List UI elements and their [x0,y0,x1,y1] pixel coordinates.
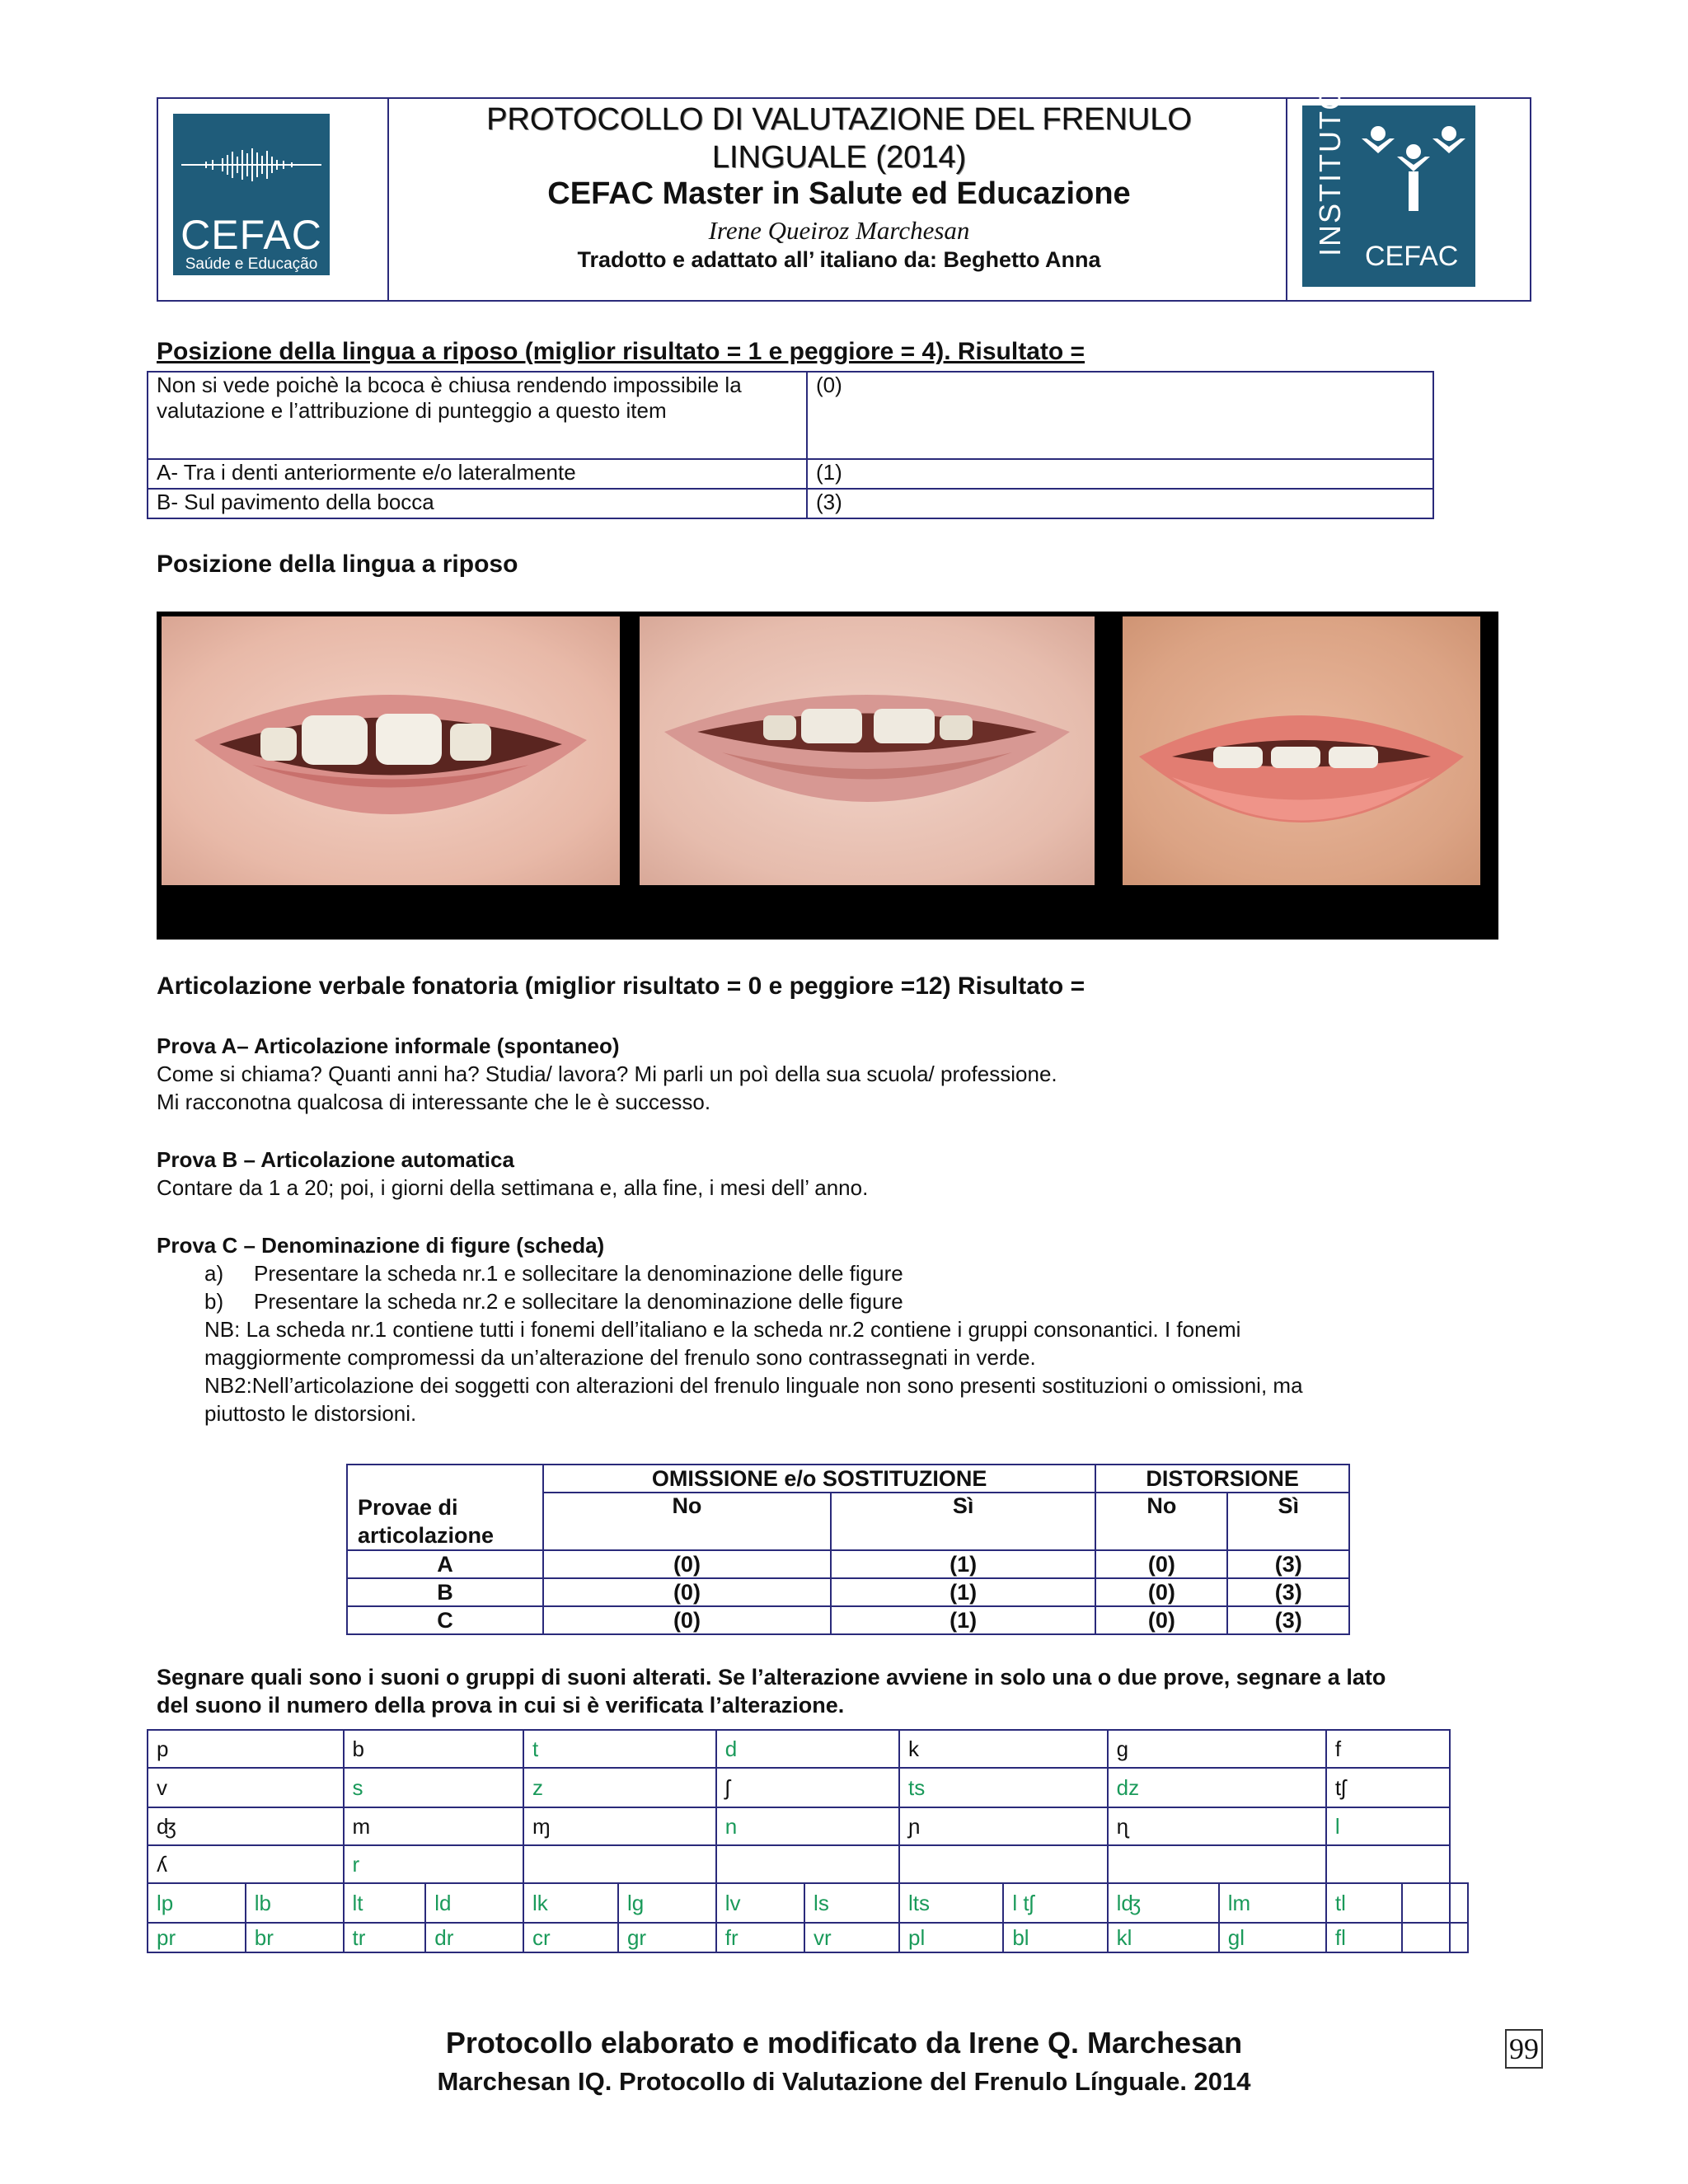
nb2-line2: piuttosto le distorsioni. [204,1401,417,1426]
header-logo-cell-left [158,99,389,300]
sound-cell [716,1845,899,1883]
nb1-line2: maggiormente compromessi da un’alterazione del frenulo sono contrassegnati in verde. [204,1345,1036,1370]
header-logo-cell-right [1286,85,1530,300]
instituto-cefac-logo [1302,85,1475,287]
cluster-cell: kl [1108,1923,1219,1952]
cluster-cell: bl [1003,1923,1107,1952]
sound-cell [1108,1845,1326,1883]
cluster-cell: gr [618,1923,716,1952]
prova-a-line2: Mi racconotna qualcosa di interessante che le è successo. [157,1090,711,1114]
table-row [148,1768,1468,1807]
sound-cell: ɲ [899,1807,1108,1845]
table-row [347,1578,1349,1606]
table-row [148,1730,1468,1768]
artic-row-header: Provae di articolazione [347,1465,543,1550]
cluster-cell: tr [344,1923,426,1952]
sound-cell: b [344,1730,523,1768]
sound-cell: m [344,1807,523,1845]
cluster-cell: cr [523,1923,618,1952]
artic-row-label: B [347,1578,543,1606]
artic-cell: (0) [1095,1578,1227,1606]
instituto-logo-brand: CEFAC [1365,241,1459,272]
cluster-cell: dr [425,1923,523,1952]
cluster-cell: lts [899,1883,1003,1923]
artic-cell: (3) [1227,1606,1349,1634]
artic-cell: (0) [543,1606,831,1634]
cluster-cell: pr [148,1923,246,1952]
artic-sub-si: Sì [1227,1493,1349,1550]
page-number: 99 [1505,2029,1543,2069]
rest-row-label: Non si vede poichè la bcoca è chiusa rendendo impossibile la valutazione e l’attribuzione di punteggio a questo item [148,372,807,459]
document-title [389,101,1289,176]
prova-b-line1: Contare da 1 a 20; poi, i giorni della settimana e, alla fine, i mesi dell’ anno. [157,1175,869,1200]
sound-cell: ʤ [148,1807,344,1845]
nb1-line1: NB: La scheda nr.1 contiene tutti i fonemi dell’italiano e la scheda nr.2 contiene i gruppi consonantici. I fonemi [204,1317,1241,1342]
sound-cell: ɳ [1108,1807,1326,1845]
sounds-instruction-line1: Segnare quali sono i suoni o gruppi di suoni alterati. Se l’alterazione avviene in solo una o due prove, segnare a lato [157,1665,1386,1690]
document-title-line1: PROTOCOLLO DI VALUTAZIONE DEL FRENULO [486,102,1192,137]
cefac-logo-sub: Saúde e Educação [185,255,318,273]
footer-line2: Marchesan IQ. Protocollo di Valutazione del Frenulo Línguale. 2014 [437,2067,1251,2096]
cluster-cell: lp [148,1883,246,1923]
artic-row-label: A [347,1550,543,1578]
cluster-cell: lv [716,1883,804,1923]
mouth-photo-3 [1123,616,1480,885]
table-row [347,1465,1349,1493]
mouth-photo-1 [162,616,620,885]
cluster-cell: ld [425,1883,523,1923]
cluster-cell [1450,1883,1468,1923]
cluster-cell: lg [618,1883,716,1923]
prova-c-item-marker: a) [204,1261,224,1286]
cluster-cell: fl [1326,1923,1402,1952]
document-subtitle: CEFAC Master in Salute ed Educazione [547,176,1131,211]
people-icon [1360,124,1467,231]
sound-cell: dz [1108,1768,1326,1807]
cluster-cell: l tʃ [1003,1883,1107,1923]
sound-cell: g [1108,1730,1326,1768]
table-row [148,1923,1468,1952]
sound-cell: n [716,1807,899,1845]
sound-cell: ts [899,1768,1108,1807]
artic-cell: (0) [1095,1606,1227,1634]
sound-wave-icon [181,148,321,181]
cluster-cell: gl [1219,1923,1326,1952]
artic-group-omission: OMISSIONE e/o SOSTITUZIONE [543,1465,1095,1493]
artic-cell: (3) [1227,1578,1349,1606]
cluster-cell [1402,1883,1450,1923]
table-row [148,459,1433,489]
mouth-photos-strip [157,612,1498,940]
cluster-cell: lʤ [1108,1883,1219,1923]
rest-row-score: (3) [807,489,1433,518]
nb2-line1: NB2:Nell’articolazione dei soggetti con alterazioni del frenulo linguale non sono presenti sostituzioni o omissioni, ma [204,1373,1303,1398]
artic-cell: (1) [831,1578,1095,1606]
sound-cell: s [344,1768,523,1807]
sound-cell: f [1326,1730,1450,1768]
artic-sub-si: Sì [831,1493,1095,1550]
cluster-cell: lb [246,1883,344,1923]
table-row [347,1606,1349,1634]
artic-sub-no: No [1095,1493,1227,1550]
artic-cell: (1) [831,1550,1095,1578]
table-row [148,1807,1468,1845]
artic-group-distortion: DISTORSIONE [1095,1465,1349,1493]
cluster-cell: tl [1326,1883,1402,1923]
sound-cell: v [148,1768,344,1807]
artic-sub-no: No [543,1493,831,1550]
instituto-logo-vertical-text: INSTITUTO [1313,85,1347,256]
artic-cell: (1) [831,1606,1095,1634]
table-row [148,1845,1468,1883]
prova-a-title: Prova A– Articolazione informale (spontaneo) [157,1033,620,1058]
sound-cell: p [148,1730,344,1768]
rest-row-score: (1) [807,459,1433,489]
sound-cell [899,1845,1108,1883]
sound-cell: ʃ [716,1768,899,1807]
footer-line1: Protocollo elaborato e modificato da Irene Q. Marchesan [445,2026,1243,2060]
sound-cell: k [899,1730,1108,1768]
prova-a-line1: Come si chiama? Quanti anni ha? Studia/ lavora? Mi parli un poì della sua scuola/ professione. [157,1062,1057,1086]
table-row [148,1883,1468,1923]
rest-position-table [147,371,1434,519]
sound-cell: z [523,1768,716,1807]
artic-cell: (0) [543,1550,831,1578]
cluster-cell: vr [804,1923,899,1952]
cefac-logo [173,114,330,275]
prova-b-title: Prova B – Articolazione automatica [157,1147,514,1172]
cluster-cell: ls [804,1883,899,1923]
artic-section-title: Articolazione verbale fonatoria (miglior risultato = 0 e peggiore =12) Risultato = [157,972,1085,1000]
sound-cell: l [1326,1807,1450,1845]
prova-c-item-text: Presentare la scheda nr.2 e sollecitare la denominazione delle figure [254,1289,903,1314]
sound-cell [523,1845,716,1883]
table-row [347,1550,1349,1578]
sound-cell [1326,1845,1450,1883]
prova-c-item-text: Presentare la scheda nr.1 e sollecitare la denominazione delle figure [254,1261,903,1286]
cluster-cell: lm [1219,1883,1326,1923]
rest-row-score: (0) [807,372,1433,459]
sound-cell-empty [1450,1807,1468,1845]
sound-cell: ɱ [523,1807,716,1845]
rest-section-title: Posizione della lingua a riposo (miglior risultato = 1 e peggiore = 4). Risultato = [157,338,1085,365]
document-title-line2: LINGUALE (2014) [711,140,967,175]
sounds-table [147,1729,1469,1953]
sound-cell: t [523,1730,716,1768]
cluster-cell: fr [716,1923,804,1952]
artic-cell: (0) [1095,1550,1227,1578]
prova-c-item-marker: b) [204,1289,224,1314]
sound-cell: tʃ [1326,1768,1450,1807]
cluster-cell [1402,1923,1450,1952]
cluster-cell [1450,1923,1468,1952]
document-author: Irene Queiroz Marchesan [708,216,970,245]
cluster-cell: pl [899,1923,1003,1952]
artic-cell: (0) [543,1578,831,1606]
table-row [148,489,1433,518]
cluster-cell: lk [523,1883,618,1923]
sound-cell-empty [1450,1730,1468,1768]
sound-cell-empty [1450,1768,1468,1807]
rest-row-label: B- Sul pavimento della bocca [148,489,807,518]
prova-c-title: Prova C – Denominazione di figure (scheda) [157,1233,605,1258]
cefac-logo-brand: CEFAC [181,212,322,258]
document-translation-credit: Tradotto e adattato all’ italiano da: Beghetto Anna [577,247,1101,272]
sound-cell-empty [1450,1845,1468,1883]
mouth-photo-2 [640,616,1095,885]
sound-cell: ʎ [148,1845,344,1883]
cluster-cell: lt [344,1883,426,1923]
photos-section-title: Posizione della lingua a riposo [157,551,518,578]
artic-cell: (3) [1227,1550,1349,1578]
articulation-score-table [346,1464,1350,1635]
table-row [148,372,1433,459]
artic-row-label: C [347,1606,543,1634]
sound-cell: r [344,1845,523,1883]
rest-row-label: A- Tra i denti anteriormente e/o lateralmente [148,459,807,489]
cluster-cell: br [246,1923,344,1952]
sounds-instruction-line2: del suono il numero della prova in cui si è verificata l’alterazione. [157,1693,845,1718]
sound-cell: d [716,1730,899,1768]
